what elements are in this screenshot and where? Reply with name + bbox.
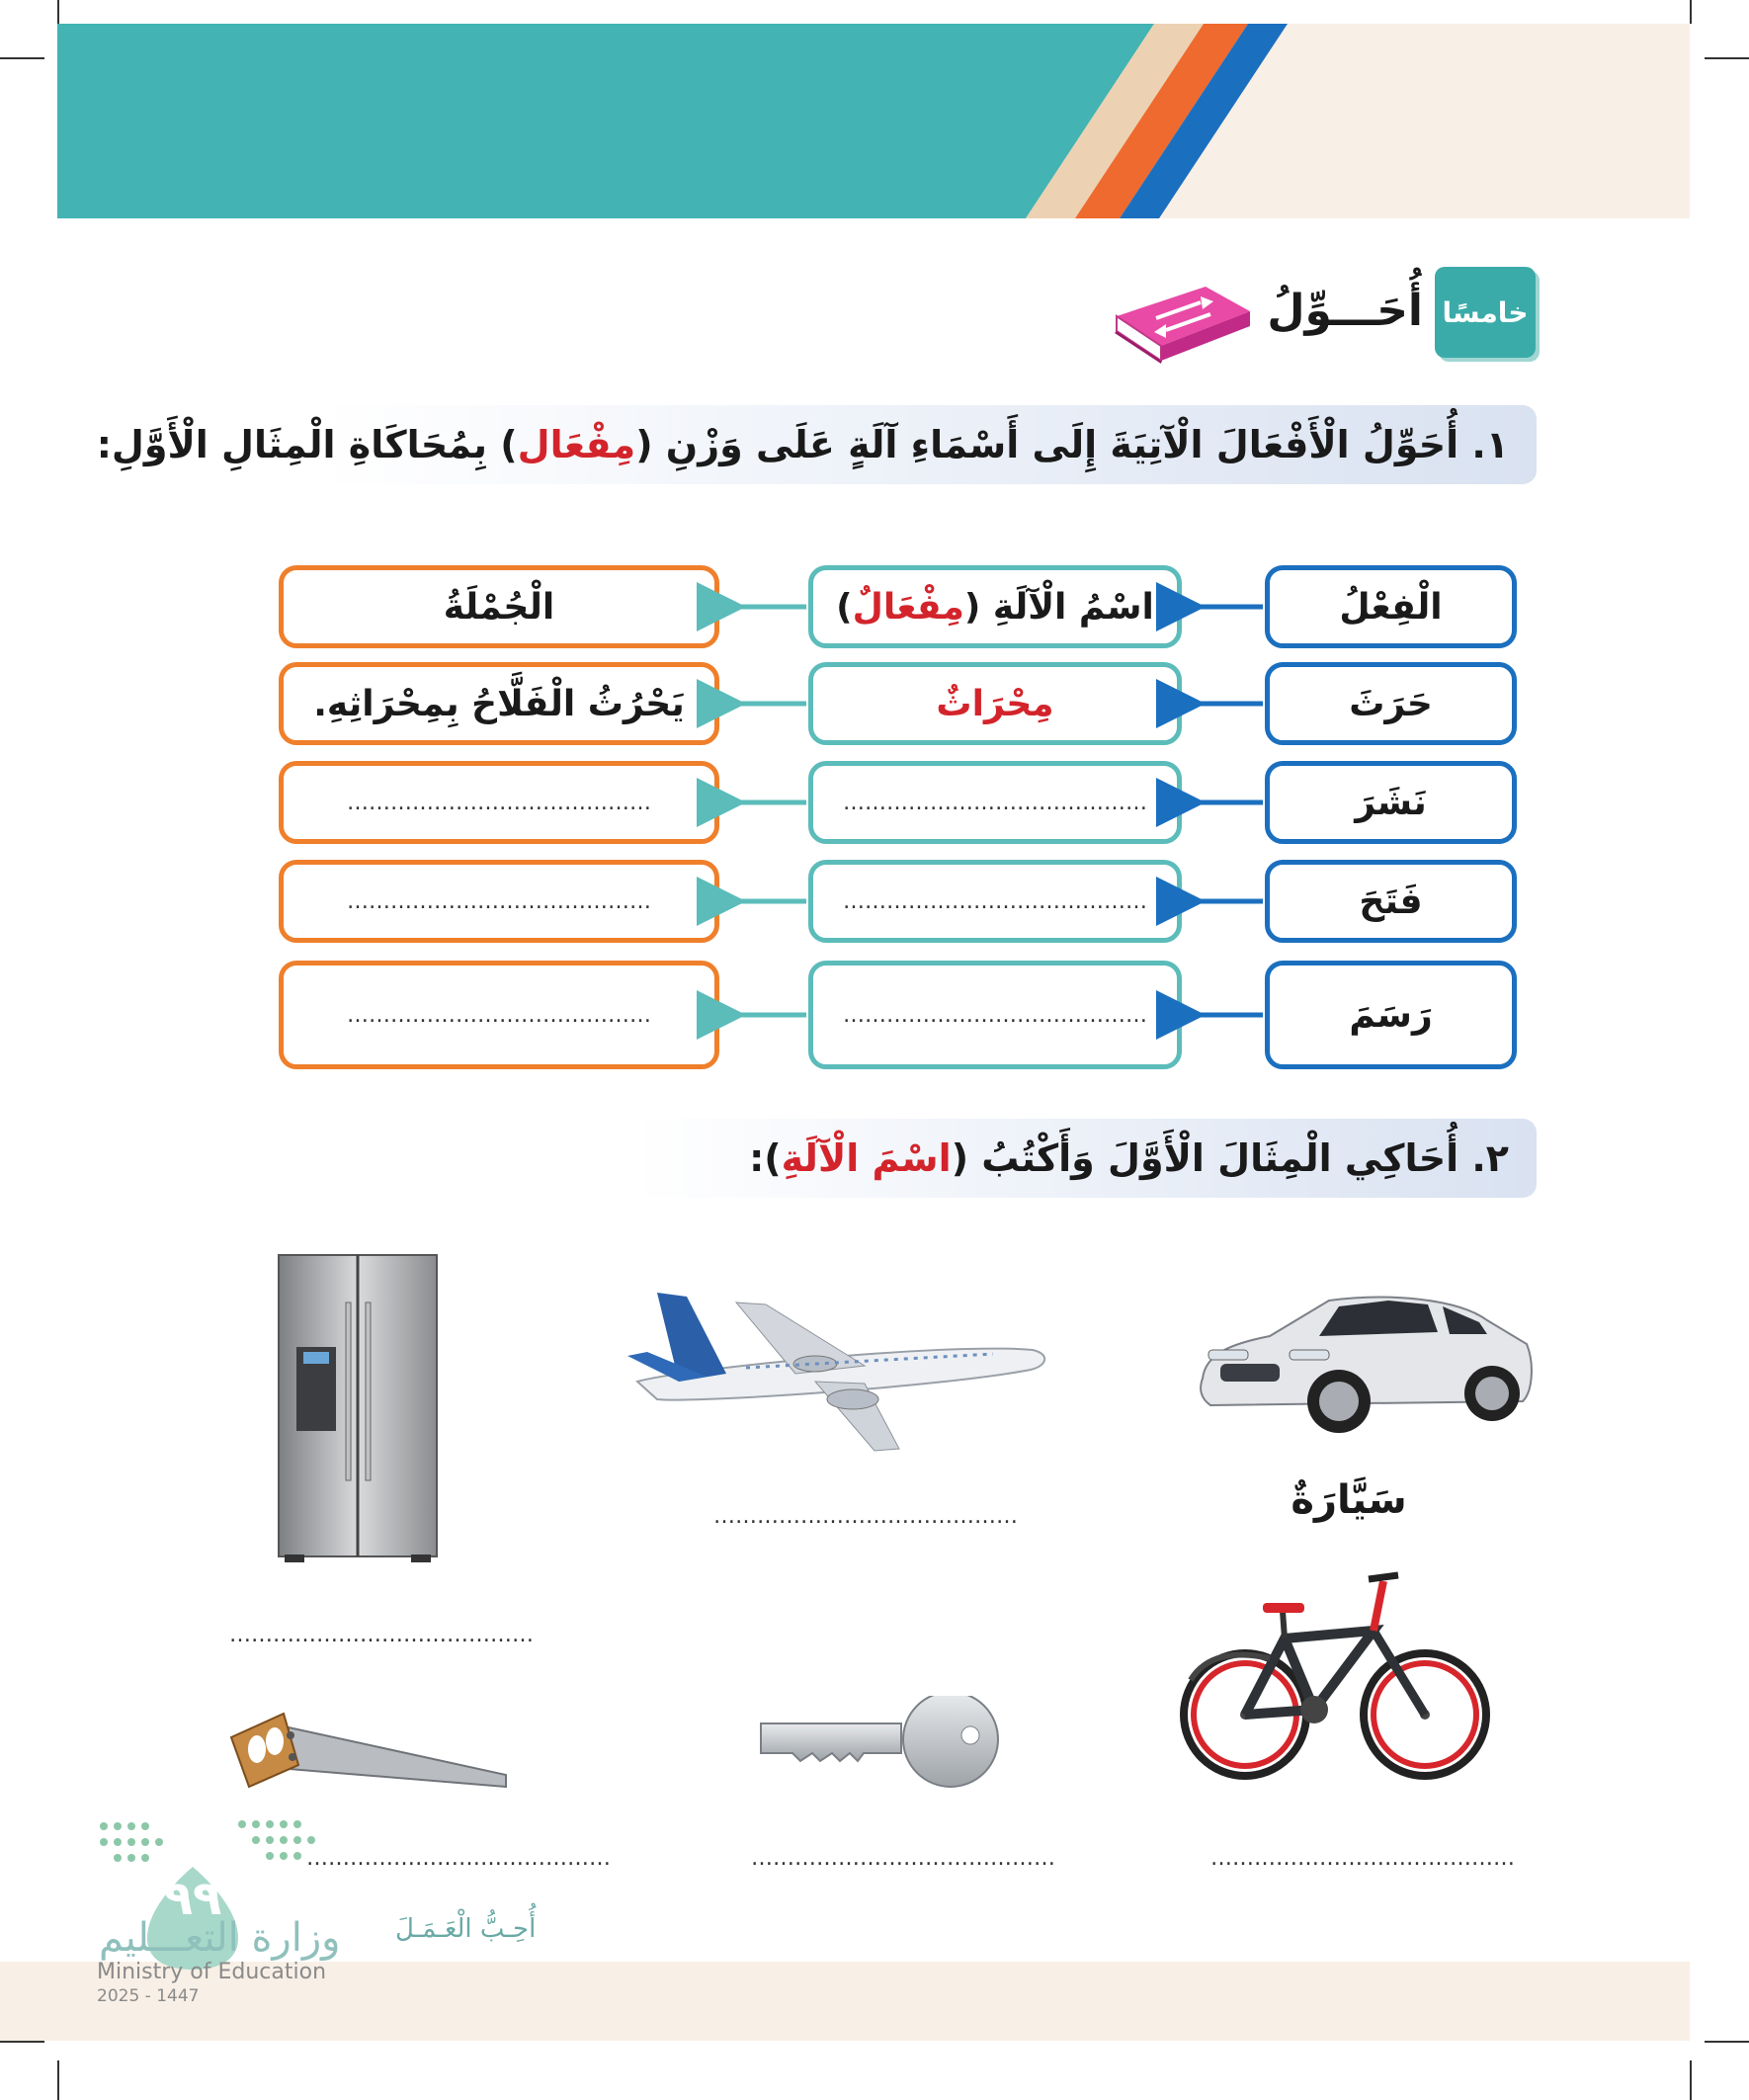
task2-highlight: اسْمَ الْآلَةِ bbox=[781, 1136, 952, 1180]
section-title: أُحَـــوِّلُ bbox=[1267, 286, 1423, 336]
saw-image bbox=[229, 1708, 511, 1802]
car-label: سَيَّارَةٌ bbox=[1291, 1477, 1407, 1523]
answer-blank: …………………………………… bbox=[843, 790, 1147, 815]
task2-banner bbox=[632, 1119, 1537, 1198]
verb-header: الْفِعْلُ bbox=[1265, 565, 1517, 648]
bicycle-image bbox=[1176, 1561, 1497, 1789]
tool-header-suffix: ) bbox=[836, 586, 853, 628]
ministry-name-en: Ministry of Education bbox=[97, 1960, 327, 1984]
tool-header-prefix: اسْمُ الْآلَةِ ( bbox=[963, 586, 1154, 628]
verb-cell: حَرَثَ bbox=[1265, 662, 1517, 745]
bicycle-answer[interactable]: …………………………………… bbox=[1210, 1846, 1515, 1871]
airplane-answer[interactable]: …………………………………… bbox=[713, 1504, 1018, 1529]
task1-prefix: ١. أُحَوِّلُ الْأَفْعَالَ الْآتِيَةَ إِلَى أَسْمَاءِ آلَةٍ عَلَى وَزْنِ ( bbox=[635, 423, 1509, 466]
refrigerator-image bbox=[277, 1253, 440, 1564]
answer-blank: …………………………………… bbox=[843, 1002, 1147, 1028]
crop-mark bbox=[0, 2041, 44, 2043]
saw-answer[interactable]: …………………………………… bbox=[306, 1846, 611, 1871]
airplane-image bbox=[618, 1283, 1052, 1461]
answer-blank: …………………………………… bbox=[843, 888, 1147, 914]
tool-cell: مِحْرَاثٌ bbox=[808, 662, 1182, 745]
task1-suffix: ) بِمُحَاكَاةِ الْمِثَالِ الْأَوَّلِ: bbox=[96, 423, 518, 466]
answer-blank: …………………………………… bbox=[347, 790, 651, 815]
key-image bbox=[753, 1696, 1010, 1795]
verb-cell: رَسَمَ bbox=[1265, 961, 1517, 1069]
footer-slogan: أُحِـبُّ الْعَـمَـلَ bbox=[395, 1914, 537, 1944]
crop-mark bbox=[1705, 2041, 1749, 2043]
page-number: ٩٩ bbox=[163, 1871, 222, 1926]
task2-suffix: ): bbox=[749, 1136, 782, 1180]
car-image bbox=[1191, 1285, 1537, 1443]
tool-header-highlight: مِفْعَالٌ bbox=[852, 586, 964, 628]
answer-blank: …………………………………… bbox=[347, 888, 651, 914]
sentence-cell: يَحْرُثُ الْفَلَّاحُ بِمِحْرَاثِهِ. bbox=[279, 662, 719, 745]
sentence-header: الْجُمْلَةُ bbox=[279, 565, 719, 648]
section-badge: خامسًا bbox=[1435, 267, 1536, 358]
answer-blank: …………………………………… bbox=[347, 1002, 651, 1028]
verb-cell: نَشَرَ bbox=[1265, 761, 1517, 844]
ministry-name-ar: وزارة التعـــليم bbox=[99, 1915, 341, 1961]
key-answer[interactable]: …………………………………… bbox=[751, 1846, 1055, 1871]
crop-mark bbox=[1690, 2060, 1692, 2100]
refrigerator-answer[interactable]: …………………………………… bbox=[229, 1623, 534, 1647]
edition-year: 2025 - 1447 bbox=[97, 1986, 200, 2006]
task2-instruction bbox=[749, 1119, 1509, 1198]
verb-cell: فَتَحَ bbox=[1265, 860, 1517, 943]
crop-mark bbox=[57, 2060, 59, 2100]
task2-prefix: ٢. أُحَاكِي الْمِثَالَ الْأَوَّلَ وَأَكْتُبُ ( bbox=[951, 1136, 1509, 1180]
task1-highlight: مِفْعَال bbox=[517, 423, 636, 466]
